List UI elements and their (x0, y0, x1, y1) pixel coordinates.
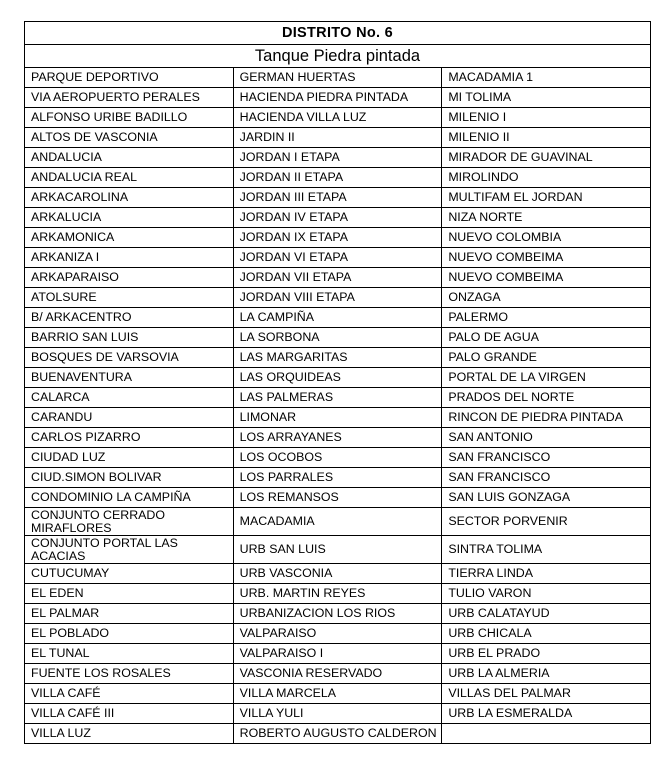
table-row (25, 308, 651, 328)
table-cell: FUENTE LOS ROSALES (25, 664, 234, 684)
table-cell: MACADAMIA (233, 508, 442, 536)
table-row (25, 564, 651, 584)
table-row (25, 208, 651, 228)
table-cell: PALO DE AGUA (442, 328, 651, 348)
table-cell: JORDAN III ETAPA (233, 188, 442, 208)
table-cell: LAS PALMERAS (233, 388, 442, 408)
tank-header-row (25, 45, 651, 68)
table-cell: LOS ARRAYANES (233, 428, 442, 448)
table-cell: PORTAL DE LA VIRGEN (442, 368, 651, 388)
table-cell: LOS REMANSOS (233, 488, 442, 508)
table-row (25, 488, 651, 508)
table-cell: TIERRA LINDA (442, 564, 651, 584)
table-row (25, 468, 651, 488)
table-cell: NIZA NORTE (442, 208, 651, 228)
table-cell: ROBERTO AUGUSTO CALDERON (233, 724, 442, 744)
table-cell: CIUDAD LUZ (25, 448, 234, 468)
table-cell: VILLA YULI (233, 704, 442, 724)
table-cell: MIROLINDO (442, 168, 651, 188)
tank-name: Tanque Piedra pintada (25, 45, 651, 68)
table-row (25, 624, 651, 644)
table-cell: LA SORBONA (233, 328, 442, 348)
table-row (25, 328, 651, 348)
table-cell: JORDAN I ETAPA (233, 148, 442, 168)
table-cell: VILLAS DEL PALMAR (442, 684, 651, 704)
table-cell: SAN LUIS GONZAGA (442, 488, 651, 508)
table-cell: CONJUNTO PORTAL LAS ACACIAS (25, 536, 234, 564)
table-row (25, 148, 651, 168)
table-row (25, 368, 651, 388)
table-cell: JORDAN VIII ETAPA (233, 288, 442, 308)
table-row (25, 108, 651, 128)
neighborhood-table-body (25, 22, 651, 744)
table-row (25, 168, 651, 188)
table-row (25, 128, 651, 148)
table-row (25, 508, 651, 536)
table-cell: URB LA ESMERALDA (442, 704, 651, 724)
table-cell: VILLA LUZ (25, 724, 234, 744)
table-row (25, 704, 651, 724)
district-document (24, 21, 651, 744)
table-cell: NUEVO COLOMBIA (442, 228, 651, 248)
table-cell: EL POBLADO (25, 624, 234, 644)
table-cell: CARLOS PIZARRO (25, 428, 234, 448)
table-cell: ARKAPARAISO (25, 268, 234, 288)
table-cell: VILLA MARCELA (233, 684, 442, 704)
table-cell: URB VASCONIA (233, 564, 442, 584)
table-cell: JORDAN II ETAPA (233, 168, 442, 188)
table-cell: ARKALUCIA (25, 208, 234, 228)
table-cell: HACIENDA VILLA LUZ (233, 108, 442, 128)
table-cell: CUTUCUMAY (25, 564, 234, 584)
table-cell: MIRADOR DE GUAVINAL (442, 148, 651, 168)
table-cell: ONZAGA (442, 288, 651, 308)
table-cell: NUEVO COMBEIMA (442, 248, 651, 268)
table-cell: VALPARAISO I (233, 644, 442, 664)
table-row (25, 388, 651, 408)
table-row (25, 448, 651, 468)
table-cell: HACIENDA PIEDRA PINTADA (233, 88, 442, 108)
table-cell: PRADOS DEL NORTE (442, 388, 651, 408)
table-cell: JORDAN VII ETAPA (233, 268, 442, 288)
table-row (25, 188, 651, 208)
table-row (25, 428, 651, 448)
table-cell: LIMONAR (233, 408, 442, 428)
table-cell: SAN FRANCISCO (442, 448, 651, 468)
table-cell: LOS OCOBOS (233, 448, 442, 468)
table-cell: BUENAVENTURA (25, 368, 234, 388)
table-cell: URBANIZACION LOS RIOS (233, 604, 442, 624)
table-cell: LAS MARGARITAS (233, 348, 442, 368)
table-cell: ARKANIZA I (25, 248, 234, 268)
table-cell: PARQUE DEPORTIVO (25, 68, 234, 88)
table-cell: MULTIFAM EL JORDAN (442, 188, 651, 208)
table-cell: ARKACAROLINA (25, 188, 234, 208)
table-cell: BOSQUES DE VARSOVIA (25, 348, 234, 368)
table-row (25, 248, 651, 268)
table-cell: RINCON DE PIEDRA PINTADA (442, 408, 651, 428)
table-cell: URB CHICALA (442, 624, 651, 644)
table-cell: EL TUNAL (25, 644, 234, 664)
table-cell: URB EL PRADO (442, 644, 651, 664)
table-cell: LAS ORQUIDEAS (233, 368, 442, 388)
table-cell: MILENIO II (442, 128, 651, 148)
table-row (25, 408, 651, 428)
table-cell: MI TOLIMA (442, 88, 651, 108)
table-cell: SAN ANTONIO (442, 428, 651, 448)
table-cell: TULIO VARON (442, 584, 651, 604)
table-cell: SINTRA TOLIMA (442, 536, 651, 564)
district-title: DISTRITO No. 6 (25, 22, 651, 45)
table-cell: LA CAMPIÑA (233, 308, 442, 328)
table-row (25, 228, 651, 248)
table-row (25, 644, 651, 664)
table-cell: ANDALUCIA (25, 148, 234, 168)
table-cell: JORDAN IX ETAPA (233, 228, 442, 248)
table-cell: SAN FRANCISCO (442, 468, 651, 488)
table-row (25, 664, 651, 684)
table-cell: URB SAN LUIS (233, 536, 442, 564)
table-cell: SECTOR PORVENIR (442, 508, 651, 536)
table-cell: VALPARAISO (233, 624, 442, 644)
table-row (25, 348, 651, 368)
table-row (25, 584, 651, 604)
table-row (25, 268, 651, 288)
table-cell: CIUD.SIMON BOLIVAR (25, 468, 234, 488)
table-row (25, 88, 651, 108)
table-cell: ARKAMONICA (25, 228, 234, 248)
table-row (25, 684, 651, 704)
table-cell: CALARCA (25, 388, 234, 408)
table-cell: ANDALUCIA REAL (25, 168, 234, 188)
table-cell: PALERMO (442, 308, 651, 328)
district-header-row (25, 22, 651, 45)
table-cell: CARANDU (25, 408, 234, 428)
table-cell: EL PALMAR (25, 604, 234, 624)
table-cell: CONJUNTO CERRADO MIRAFLORES (25, 508, 234, 536)
table-cell: JARDIN II (233, 128, 442, 148)
table-cell: URB. MARTIN REYES (233, 584, 442, 604)
table-cell: JORDAN VI ETAPA (233, 248, 442, 268)
table-cell: PALO GRANDE (442, 348, 651, 368)
table-cell: VILLA CAFÉ III (25, 704, 234, 724)
table-cell: GERMAN HUERTAS (233, 68, 442, 88)
table-row (25, 536, 651, 564)
table-cell: EL EDEN (25, 584, 234, 604)
table-cell: MILENIO I (442, 108, 651, 128)
table-cell: BARRIO SAN LUIS (25, 328, 234, 348)
table-cell: VIA AEROPUERTO PERALES (25, 88, 234, 108)
table-row (25, 724, 651, 744)
table-row (25, 604, 651, 624)
table-cell: VASCONIA RESERVADO (233, 664, 442, 684)
table-cell: URB CALATAYUD (442, 604, 651, 624)
neighborhood-table (24, 21, 651, 744)
table-cell: ATOLSURE (25, 288, 234, 308)
table-cell: MACADAMIA 1 (442, 68, 651, 88)
table-cell: URB LA ALMERIA (442, 664, 651, 684)
table-cell: LOS PARRALES (233, 468, 442, 488)
table-cell: B/ ARKACENTRO (25, 308, 234, 328)
table-row (25, 68, 651, 88)
table-cell: ALFONSO URIBE BADILLO (25, 108, 234, 128)
table-cell: ALTOS DE VASCONIA (25, 128, 234, 148)
table-cell: JORDAN IV ETAPA (233, 208, 442, 228)
table-cell (442, 724, 651, 744)
table-cell: VILLA CAFÉ (25, 684, 234, 704)
table-cell: NUEVO COMBEIMA (442, 268, 651, 288)
table-row (25, 288, 651, 308)
table-cell: CONDOMINIO LA CAMPIÑA (25, 488, 234, 508)
